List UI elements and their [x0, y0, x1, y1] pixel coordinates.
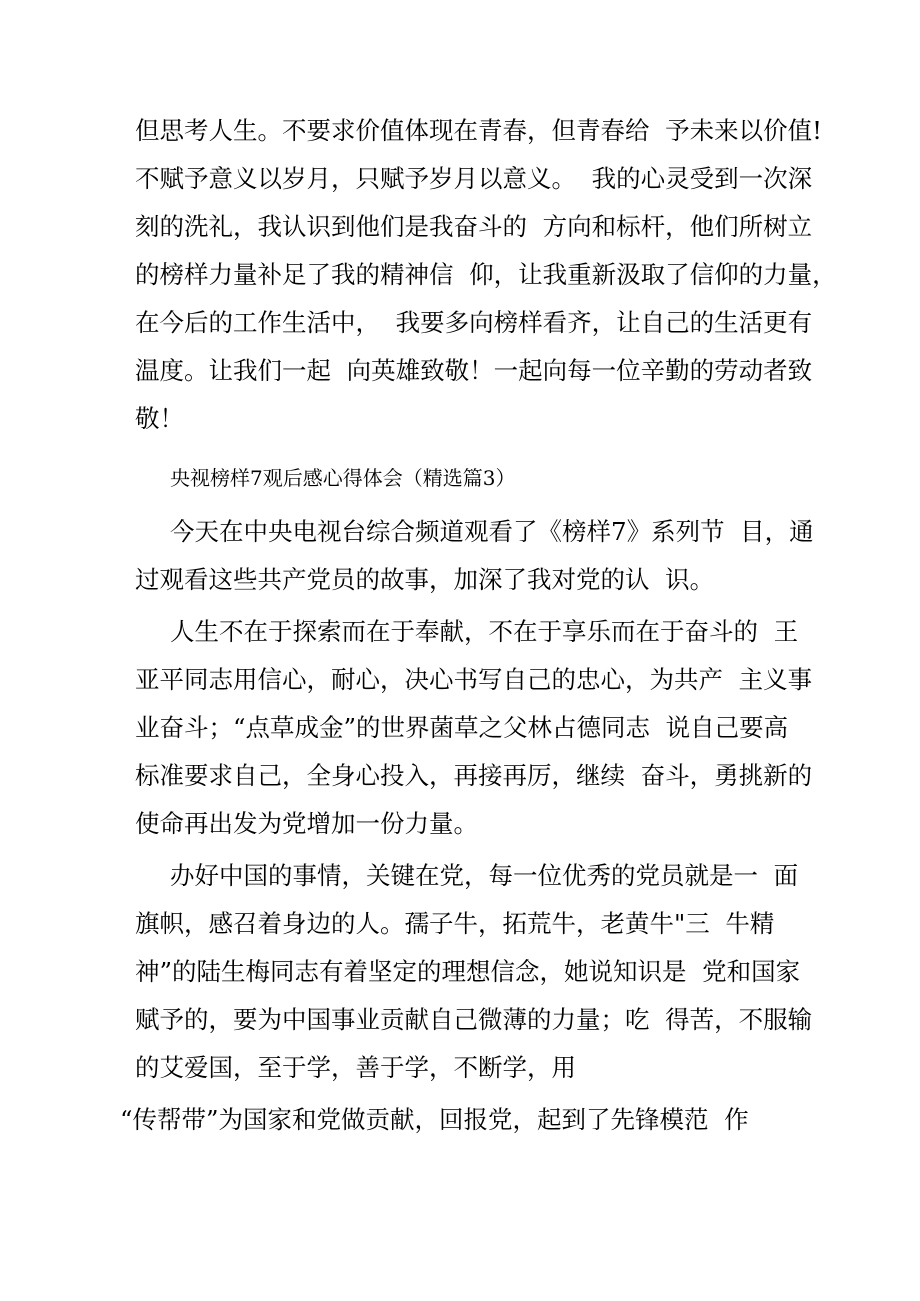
paragraph-line: “传帮带”为国家和党做贡献，回报党，起到了先锋模范 作 — [120, 1105, 749, 1134]
paragraph-line: 今天在中央电视台综合频道观看了《榜样7》系列节 目，通 — [170, 517, 814, 546]
paragraph-line: 亚平同志用信心，耐心，决心书写自己的忠心，为共产 主义事 — [135, 665, 813, 694]
paragraph-line: 但思考人生。不要求价值体现在青春，但青春给 予未来以价值! — [135, 116, 822, 145]
paragraph-line: 办好中国的事情，关键在党，每一位优秀的党员就是一 面 — [170, 861, 799, 890]
section-heading: 央视榜样7观后感心得体会（精选篇3） — [170, 466, 516, 490]
paragraph-line: 温度。让我们一起 向英雄致敬！一起向每一位辛勤的劳动者致 — [135, 356, 813, 385]
paragraph-line: 旗帜，感召着身边的人。孺子牛，拓荒牛，老黄牛"三 牛精 — [135, 909, 775, 938]
paragraph-line: 标准要求自己，全身心投入，再接再厉，继续 奋斗，勇挑新的 — [135, 761, 813, 790]
paragraph-line: 的榜样力量补足了我的精神信 仰，让我重新汲取了信仰的力量， — [135, 260, 837, 289]
paragraph-line: 刻的洗礼，我认识到他们是我奋斗的 方向和标杆，他们所树立 — [135, 212, 813, 241]
paragraph-line: 业奋斗；“点草成金”的世界菌草之父林占德同志 说自己要高 — [135, 713, 789, 742]
paragraph-line: 敬！ — [135, 404, 184, 433]
paragraph-line: 在今后的工作生活中， 我要多向榜样看齐，让自己的生活更有 — [135, 308, 813, 337]
paragraph-line: 神”的陆生梅同志有着坚定的理想信念，她说知识是 党和国家 — [135, 957, 801, 986]
paragraph-line: 赋予的，要为中国事业贡献自己微薄的力量；吃 得苦，不服输 — [135, 1005, 813, 1034]
paragraph-line: 使命再出发为党增加一份力量。 — [135, 809, 478, 838]
paragraph-line: 的艾爱国，至于学，善于学，不断学，用 — [135, 1053, 576, 1082]
paragraph-line: 不赋予意义以岁月，只赋予岁月以意义。 我的心灵受到一次深 — [135, 164, 813, 193]
paragraph-line: 人生不在于探索而在于奉献，不在于享乐而在于奋斗的 王 — [170, 617, 799, 646]
paragraph-line: 过观看这些共产党员的故事，加深了我对党的认 识。 — [135, 565, 715, 594]
